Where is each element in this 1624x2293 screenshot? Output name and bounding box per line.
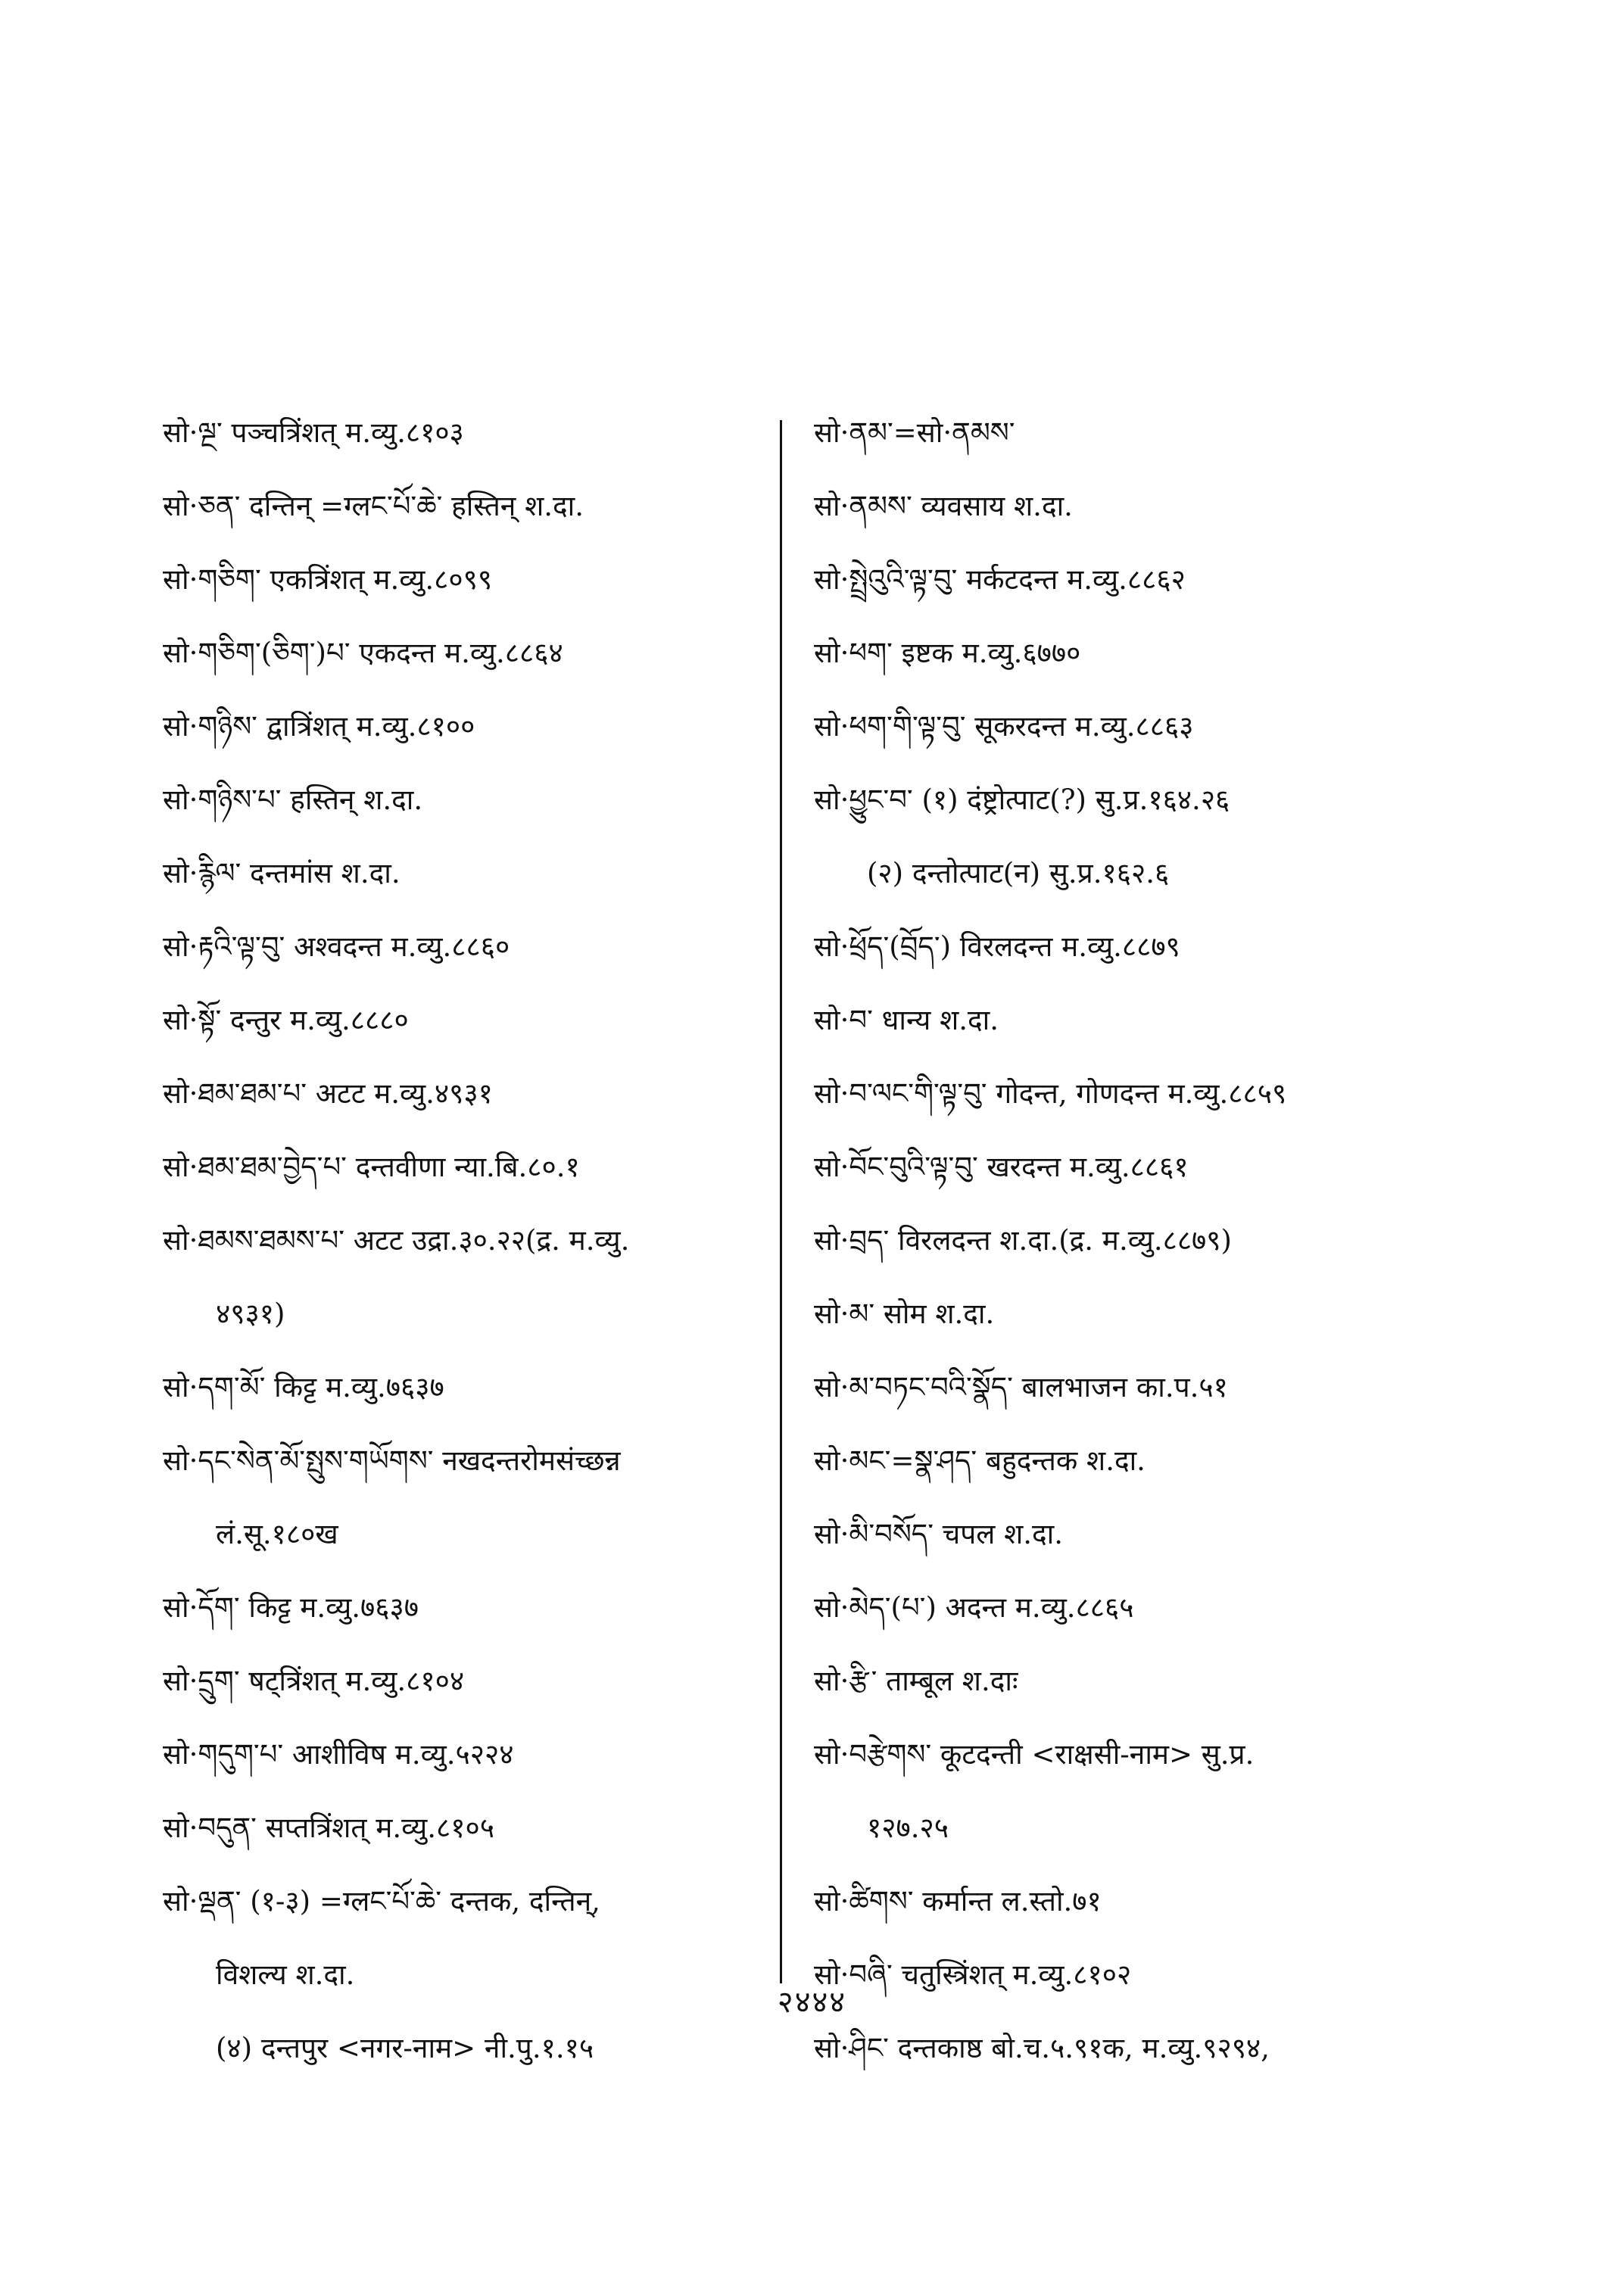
entry: सो·ནམས་ व्यवसाय श.दा. <box>814 490 1073 522</box>
entry: सो·ལྔ་ पञ्चत्रिंशत् म.व्यु.८१०३ <box>163 416 464 449</box>
entry: सो·མང་=སྣ་ཤད་ बहुदन्तक श.दा. <box>814 1444 1146 1477</box>
entry: सो·མེད་(པ་) अदन्त म.व्यु.८८६५ <box>814 1591 1134 1624</box>
entry: सो·རྙིལ་ दन्तमांस श.दा. <box>163 857 401 889</box>
entry: सो·གདུག་པ་ आशीविष म.व्यु.५२२४ <box>163 1738 514 1771</box>
entry: सो·མ་བཏང་བའི་སྣོད་ बालभाजन का.प.५१ <box>814 1371 1228 1404</box>
entry: सो·རྟའི་ལྟ་བུ་ अश्वदन्त म.व्यु.८८६० <box>163 930 510 963</box>
entry: सो·ཕྲོད་(བྲོད་) विरलदन्त म.व्यु.८८७९ <box>814 930 1180 963</box>
entry: सो·དོག་ किट्ट म.व्यु.७६३७ <box>163 1591 419 1624</box>
entry-continuation: (२) दन्तोत्पाट(न) सु.प्र.१६२.६ <box>867 857 1170 889</box>
entry: सो·ཐམ་ཐམ་བྱེད་པ་ दन्तवीणा न्या.बि.८०.१ <box>163 1151 580 1183</box>
entry: सो·གཉིས་པ་ हस्तिन् श.दा. <box>163 784 423 816</box>
right-column <box>814 413 1435 2101</box>
entry: सो·ཐམས་ཐམས་པ་ अटट उद्रा.३०.२२(द्र. म.व्यु. <box>163 1224 630 1257</box>
entry: सो·དྲུག་ षट्त्रिंशत् म.व्यु.८१०४ <box>163 1665 465 1697</box>
entry-continuation: विशल्य श.दा. <box>216 1958 355 1991</box>
entry: सो·སྟོ་ दन्तुर म.व्यु.८८८० <box>163 1004 409 1036</box>
entry: सो·བ་ལང་གི་ལྟ་བུ་ गोदन्त, गोणदन्त म.व्यु.८८५९ <box>814 1077 1287 1110</box>
entry: सो·ཅན་ दन्तिन् =ग्लང་པོ་ཆེ་ हस्तिन् श.दा. <box>163 490 584 522</box>
entry: सो·ནམ་=सो·ནམས་ <box>814 416 1015 449</box>
entry: सो·ཕྱུང་བ་ (१) दंष्ट्रोत्पाट(?) सु.प्र.१६४.२६ <box>814 784 1230 816</box>
entry: सो·དག་མོ་ किट्ट म.व्यु.७६३७ <box>163 1371 444 1404</box>
entry: सो·བོང་བུའི་ལྟ་བུ་ खरदन्त म.व्यु.८८६१ <box>814 1151 1189 1183</box>
entry-continuation: १२७.२५ <box>867 1812 949 1844</box>
entry: सो·བྲད་ विरलदन्त श.दा.(द्र. म.व्यु.८८७९) <box>814 1224 1232 1257</box>
entry: सो·དང་སེན་མོ་སྤུས་གཡོགས་ नखदन्तरोमसंच्छन्न <box>163 1444 621 1477</box>
entry: सो·ཚིགས་ कर्मान्त ल.स्तो.७१ <box>814 1885 1102 1918</box>
entry: सो·ལྡན་ (१-३) =ग्लང་པོ་ཆེ་ दन्तक, दन्तिन्, <box>163 1885 600 1918</box>
entry: सो·མི་བསོད་ चपल श.दा. <box>814 1518 1064 1550</box>
column-divider <box>780 420 782 1983</box>
entry: सो·ཕག་གི་ལྟ་བུ་ सूकरदन्त म.व्यु.८८६३ <box>814 710 1194 743</box>
entry: सो·ཤིང་ दन्तकाष्ठ बो.च.५.९१क, म.व्यु.९२९४, <box>814 2032 1270 2064</box>
entry-continuation: ४९३१) <box>216 1298 285 1330</box>
entry: सो·ཕག་ इष्टक म.व्यु.६७७० <box>814 637 1081 669</box>
entry-continuation: लं.सू.१८०ख <box>216 1518 338 1550</box>
entry: सो·བ་ धान्य श.दा. <box>814 1004 999 1036</box>
entry-continuation: (४) दन्तपुर <नगर-नाम> नी.पु.१.१५ <box>216 2032 594 2064</box>
page-number: २४४४ <box>777 1985 847 2020</box>
entry: सो·ཐམ་ཐམ་པ་ अटट म.व्यु.४९३१ <box>163 1077 493 1110</box>
left-column <box>163 413 768 2101</box>
entry: सो·གཉིས་ द्वात्रिंशत् म.व्यु.८१०० <box>163 710 475 743</box>
entry: सो·མ་ सोम श.दा. <box>814 1298 995 1330</box>
entry: सो·བདུན་ सप्तत्रिंशत् म.व्यु.८१०५ <box>163 1812 494 1844</box>
entry: सो·རྩི་ ताम्बूल श.दाः <box>814 1665 1018 1697</box>
entry: सो·བརྩེགས་ कूटदन्ती <राक्षसी-नाम> सु.प्र. <box>814 1738 1255 1771</box>
entry: सो·སྤྲེའུའི་ལྟ་བུ་ मर्कटदन्त म.व्यु.८८६२ <box>814 563 1186 596</box>
entry: सो·གཅིག་(ཅིག་)པ་ एकदन्त म.व्यु.८८६४ <box>163 637 563 669</box>
entry: सो·བཞི་ चतुस्त्रिंशत् म.व्यु.८१०२ <box>814 1958 1132 1991</box>
entry: सो·གཅིག་ एकत्रिंशत् म.व्यु.८०९९ <box>163 563 493 596</box>
